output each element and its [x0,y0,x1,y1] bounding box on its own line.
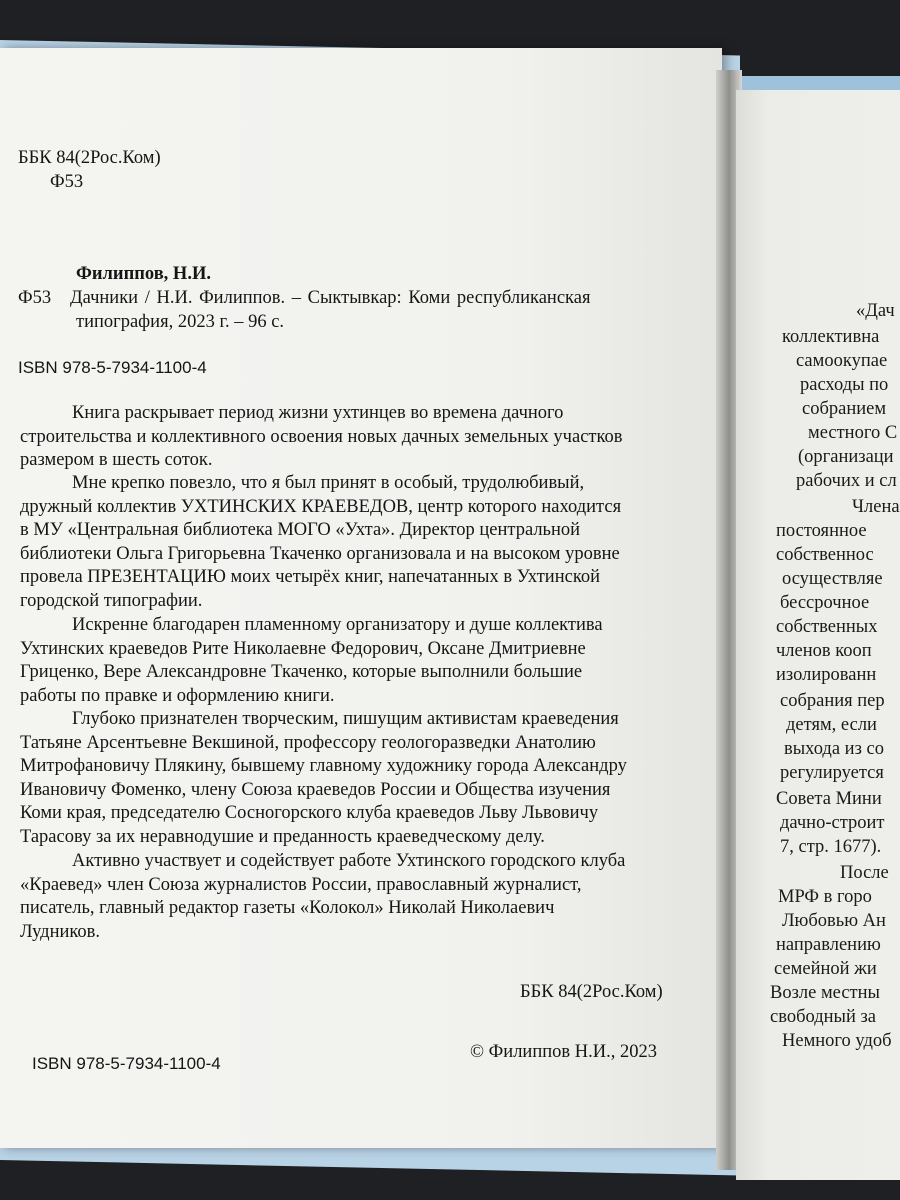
paragraph-line: библиотеки Ольга Григорьевна Ткаченко организовала и на высоком уровне [20,543,620,564]
paragraph-line: Коми края, председателю Сосногорского клуба краеведов Льву Львовичу [20,803,599,823]
right-page-line: (организаци [798,447,894,467]
author-mark-top: Ф53 [50,172,84,192]
paragraph-line: городской типографии. [20,590,203,611]
right-page-line: расходы по [800,375,889,395]
paragraph-line: дружный коллектив УХТИНСКИХ КРАЕВЕДОВ, центр которого находится [20,496,622,517]
right-page-line: выхода из со [784,739,884,759]
right-page-line: собственнос [776,545,874,565]
right-page-line: собрания пер [780,691,885,711]
right-page-line: Возле местны [770,983,880,1003]
author-heading: Филиппов, Н.И. [76,264,211,284]
paragraph-line: Ивановичу Фоменко, члену Союза краеведов России и Общества изучения [20,779,611,800]
paragraph-line: Тарасову за их неравнодушие и преданность краеведческому делу. [20,826,545,847]
right-page-line: Члена [852,497,900,517]
paragraph-line: строительства и коллективного освоения новых дачных земельных участков [20,426,623,447]
paragraph-line: Татьяне Арсентьевне Векшиной, профессору геологоразведки Анатолию [20,732,596,753]
catalog-code: Ф53 [18,288,52,308]
paragraph-line: Искренне благодарен пламенному организатору и душе коллектива [72,615,603,635]
right-page [736,90,900,1180]
right-page-line: коллективна [782,327,880,347]
paragraph-line: Гриценко, Вере Александровне Ткаченко, которые выполнили большие [20,662,583,682]
paragraph-line: «Краевед» член Союза журналистов России, православный журналист, [20,874,582,895]
right-page-line: регулируется [780,763,884,783]
right-page-line: рабочих и сл [796,471,897,491]
bbk-code-bottom: ББК 84(2Рос.Ком) [520,982,663,1002]
paragraph-line: размером в шесть соток. [20,450,213,470]
right-page-line: После [840,863,889,883]
bbk-code-top: ББК 84(2Рос.Ком) [18,148,161,168]
paragraph-line: работы по правке и оформлению книги. [20,685,335,706]
isbn-bottom: ISBN 978-5-7934-1100-4 [32,1054,221,1073]
left-page [0,48,722,1148]
right-page-line: бессрочное [780,593,870,613]
paragraph-line: Активно участвует и содействует работе Ухтинского городского клуба [72,851,626,871]
right-page-line: собранием [802,399,887,419]
paragraph-line: Книга раскрывает период жизни ухтинцев во времена дачного [72,403,564,423]
right-page-line: местного С [808,423,898,443]
right-page-line: Совета Мини [776,789,882,809]
annotation-paragraph-2 [20,472,660,613]
right-page-line: дачно-строит [780,813,885,833]
isbn-top: ISBN 978-5-7934-1100-4 [18,358,207,377]
right-page-line: детям, если [786,715,877,735]
right-page-line: самоокупае [796,351,888,371]
paragraph-line: Ухтинских краеведов Рите Николаевне Федорович, Оксане Дмитриевне [20,638,586,659]
annotation-paragraph-4 [20,708,660,849]
right-page-line: Любовью Ан [782,911,886,931]
right-page-line: «Дач [856,301,895,321]
right-page-line: членов кооп [776,641,872,661]
right-page-line: семейной жи [774,959,877,979]
paragraph-line: Митрофановичу Плякину, бывшему главному художнику города Александру [20,756,627,776]
right-page-line: 7, стр. 1677). [780,837,882,857]
annotation-paragraph-3 [20,614,660,708]
catalog-entry-line1: Дачники / Н.И. Филиппов. – Сыктывкар: Коми республиканская [70,288,591,308]
right-page-line: постоянное [776,521,867,541]
right-page-line: осуществляе [782,569,883,589]
copyright-notice: © Филиппов Н.И., 2023 [470,1042,657,1062]
right-page-line: собственных [776,617,878,637]
catalog-entry-line2: типография, 2023 г. – 96 с. [76,312,285,332]
right-page-line: Немного удоб [782,1031,892,1051]
paragraph-line: провела ПРЕЗЕНТАЦИЮ моих четырёх книг, напечатанных в Ухтинской [20,567,601,587]
paragraph-line: Мне крепко повезло, что я был принят в особый, трудолюбивый, [72,473,585,493]
annotation-paragraph-1 [20,402,660,473]
paragraph-line: писатель, главный редактор газеты «Колокол» Николай Николаевич [20,898,555,918]
right-page-line: изолированн [776,665,877,685]
paragraph-line: Глубоко признателен творческим, пишущим активистам краеведения [72,709,619,729]
paragraph-line: Лудников. [20,921,101,942]
annotation-paragraph-5 [20,850,660,944]
right-page-line: МРФ в горо [778,887,872,907]
paragraph-line: в МУ «Центральная библиотека МОГО «Ухта». Директор центральной [20,520,581,540]
right-page-line: направлению [776,935,881,955]
right-page-line: свободный за [770,1007,876,1027]
